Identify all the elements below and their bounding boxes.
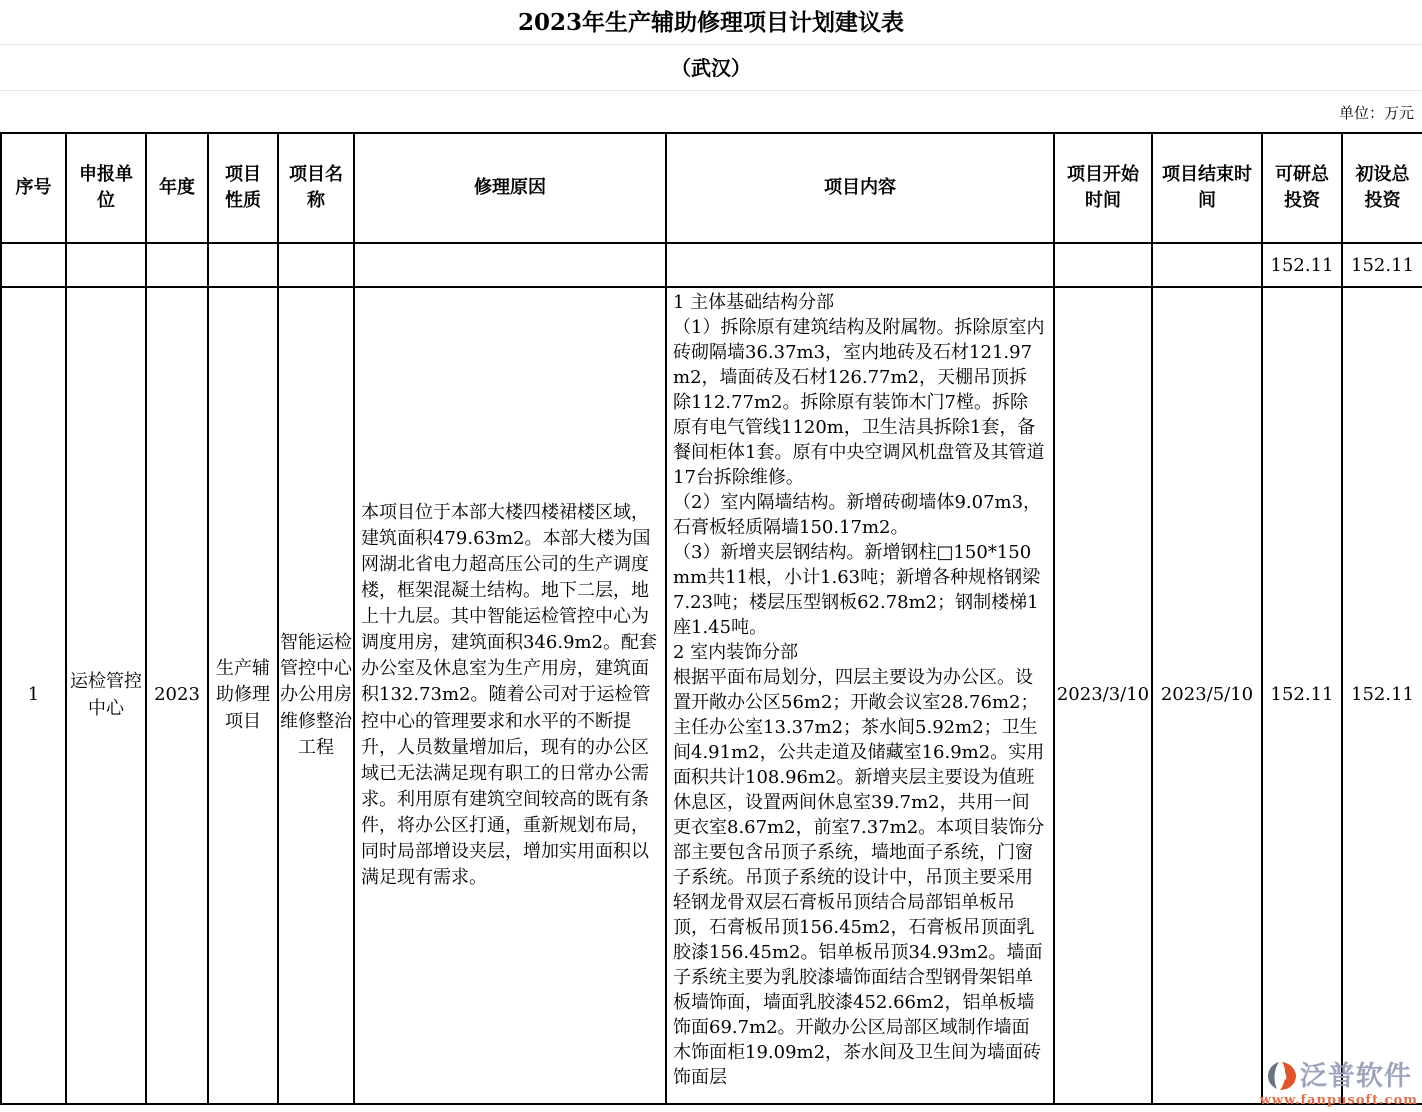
project-content-text: [673, 290, 1045, 1103]
cell-feasibility-investment: 152.11: [1262, 287, 1342, 1104]
summary-year-cell: [146, 243, 208, 287]
summary-reason-cell: [354, 243, 666, 287]
summary-feasibility-total: 152.11: [1262, 243, 1342, 287]
col-header-feasibility-investment: 可研总投资: [1262, 133, 1342, 243]
cell-unit: 运检管控中心: [66, 287, 146, 1104]
summary-nature-cell: [208, 243, 278, 287]
cell-nature: 生产辅助修理项目: [208, 287, 278, 1104]
content-paragraph: （3）新增夹层钢结构。新增钢柱□150*150mm共11根，小计1.63吨；新增各种规格钢梁7.23吨；楼层压型钢板62.78m2；钢制楼梯1座1.45吨。: [673, 542, 1041, 638]
table-row: [1, 287, 1422, 1104]
summary-seq-cell: [1, 243, 66, 287]
fanpu-watermark: [1260, 1060, 1418, 1108]
content-paragraph: （2）室内隔墙结构。新增砖砌墙体9.07m3，石膏板轻质隔墙150.17m2。: [673, 492, 1042, 538]
col-header-initial-investment: 初设总投资: [1342, 133, 1422, 243]
cell-reason: 本项目位于本部大楼四楼裙楼区域，建筑面积479.63m2。本部大楼为国网湖北省电力超高压公司的生产调度楼，框架混凝土结构。地下二层，地上十九层。其中智能运检管控中心为调度用房，建筑面积346.9m2。配套办公室及休息室为生产用房，建筑面积132.73m2。随着公司对于运检管控中心的管理要求和水平的不断提升，人员数量增加后，现有的办公区域已无法满足现有职工的日常办公需求。利用原有建筑空间较高的既有条件，将办公区打通，重新规划布局，同时局部增设夹层，增加实用面积以满足现有需求。: [354, 287, 666, 1104]
content-paragraph: 1 主体基础结构分部: [673, 292, 835, 313]
watermark-url-text: www.fanpusoft.com: [1259, 1093, 1418, 1108]
unit-label: 单位：万元: [1338, 104, 1414, 122]
summary-initial-total: 152.11: [1342, 243, 1422, 287]
cell-seq: 1: [1, 287, 66, 1104]
summary-end-cell: [1152, 243, 1262, 287]
col-header-nature: 项目性质: [208, 133, 278, 243]
cell-content: [666, 287, 1054, 1104]
summary-row: [1, 243, 1422, 287]
page-subtitle: （武汉）: [0, 45, 1422, 91]
cell-year: 2023: [146, 287, 208, 1104]
col-header-unit: 申报单位: [66, 133, 146, 243]
content-paragraph: （1）拆除原有建筑结构及附属物。拆除原室内砖砌隔墙36.37m3，室内地砖及石材121.97m2，墙面砖及石材126.77m2，天棚吊顶拆除112.77m2。拆除原有装饰木门7樘。拆除原有电气管线1120m，卫生洁具拆除1套，备餐间柜体1套。原有中央空调风机盘管及其管道17台拆除维修。: [673, 317, 1045, 488]
page-title: 2023年生产辅助修理项目计划建议表: [0, 0, 1422, 45]
content-paragraph: 根据平面布局划分，四层主要设为办公区。设置开敞办公区56m2；开敞会议室28.76m2；主任办公室13.37m2；茶水间5.92m2；卫生间4.91m2，公共走道及储藏室16.9m2。实用面积共计108.96m2。新增夹层主要设为值班休息区，设置两间休息室39.7m2，共用一间更衣室8.67m2，前室7.37m2。本项目装饰分部主要包含吊顶子系统，墙地面子系统，门窗子系统。吊顶子系统的设计中，吊顶主要采用轻钢龙骨双层石膏板吊顶结合局部铝单板吊顶，石膏板吊顶156.45m2，石膏板吊顶面乳胶漆156.45m2。铝单板吊顶34.93m2。墙面子系统主要为乳胶漆墙饰面结合型钢骨架铝单板墙饰面，墙面乳胶漆452.66m2，铝单板墙饰面69.7m2。开敞办公区局部区域制作墙面木饰面柜19.09m2，茶水间及卫生间为墙面砖饰面层: [673, 667, 1045, 1088]
col-header-content: 项目内容: [666, 133, 1054, 243]
unit-row: [0, 91, 1422, 132]
header-row: [1, 133, 1422, 243]
summary-name-cell: [278, 243, 354, 287]
col-header-end-date: 项目结束时间: [1152, 133, 1262, 243]
col-header-year: 年度: [146, 133, 208, 243]
summary-unit-cell: [66, 243, 146, 287]
cell-end-date: 2023/5/10: [1152, 287, 1262, 1104]
content-paragraph: 2 室内装饰分部: [673, 642, 799, 663]
cell-name: 智能运检管控中心办公用房维修整治工程: [278, 287, 354, 1104]
summary-content-cell: [666, 243, 1054, 287]
project-plan-table: [0, 132, 1422, 1105]
col-header-name: 项目名称: [278, 133, 354, 243]
cell-initial-investment: 152.11: [1342, 287, 1422, 1104]
cell-start-date: 2023/3/10: [1054, 287, 1152, 1104]
fanpu-logo-icon: [1266, 1060, 1298, 1092]
col-header-reason: 修理原因: [354, 133, 666, 243]
watermark-brand-text: 泛普软件: [1299, 1060, 1412, 1092]
summary-start-cell: [1054, 243, 1152, 287]
col-header-start-date: 项目开始时间: [1054, 133, 1152, 243]
col-header-seq: 序号: [1, 133, 66, 243]
